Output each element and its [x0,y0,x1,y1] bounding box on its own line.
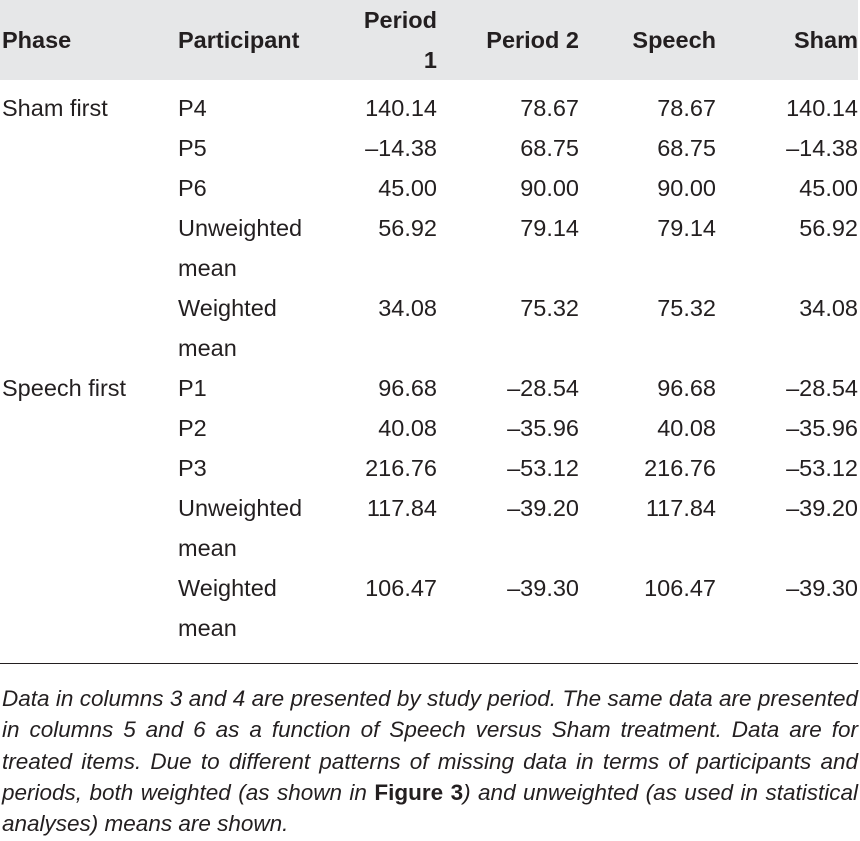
cell-period2: –39.20 [507,495,579,521]
cell-phase [0,608,178,648]
cell-participant: P1 [178,375,207,401]
cell-phase [0,288,178,328]
cell-participant: P3 [178,455,207,481]
cell-speech [579,248,716,288]
cell-sham [716,608,858,648]
header-period2: Period 2 [486,27,579,53]
cell-phase [0,168,178,208]
cell-speech: 78.67 [657,95,716,121]
cell-sham: –39.20 [786,495,858,521]
cell-period1: 40.08 [378,415,437,441]
cell-speech: 117.84 [645,495,716,521]
cell-phase: Sham first [2,95,108,121]
cell-period1 [348,248,437,288]
cell-period1: 106.47 [365,575,437,601]
cell-period2: 79.14 [520,215,579,241]
cell-period1: 34.08 [378,295,437,321]
cell-period1: 140.14 [365,95,437,121]
cell-speech: 96.68 [657,375,716,401]
cell-phase [0,208,178,248]
table-header-row [0,0,858,80]
table-row [0,368,858,408]
cell-participant: mean [178,615,237,641]
cell-phase [0,568,178,608]
table-bottom-rule [0,663,858,664]
cell-period1 [348,328,437,368]
cell-speech: 79.14 [657,215,716,241]
cell-speech: 75.32 [657,295,716,321]
footnote-text-2: ) and unweighted (as used in statistical analyses) means are shown. [2,779,858,837]
cell-period1 [348,608,437,648]
table-row [0,208,858,248]
cell-phase [0,488,178,528]
table-body [0,80,858,648]
cell-period2: 90.00 [520,175,579,201]
cell-period2: –39.30 [507,575,579,601]
table-row [0,288,858,328]
cell-period2: 75.32 [520,295,579,321]
cell-phase [0,408,178,448]
cell-phase [0,248,178,288]
cell-phase: Speech first [2,375,127,401]
cell-participant: Weighted [178,295,277,321]
cell-participant: Unweighted [178,495,303,521]
cell-speech [579,528,716,568]
cell-sham: –14.38 [786,135,858,161]
header-participant: Participant [178,27,300,53]
cell-participant: mean [178,535,237,561]
footnote-text-1: Data in columns 3 and 4 are presented by study period. The same data are presented in columns 5 and 6 as a function of Speech versus Sham treatment. Data are for treated items. Due to different patterns of missing data in terms of participants and periods, both weighted (as shown in [2,686,858,805]
table-row [0,608,858,648]
cell-period1: 216.76 [365,455,437,481]
table-row [0,488,858,528]
cell-period2: –53.12 [507,455,579,481]
cell-period2: –28.54 [507,375,579,401]
cell-speech: 216.76 [644,455,716,481]
table-row [0,448,858,488]
cell-sham [716,528,858,568]
cell-sham: 45.00 [799,175,858,201]
cell-participant: Unweighted [178,215,303,241]
table-footnote [2,683,858,839]
header-sham: Sham [794,27,858,53]
table-row [0,328,858,368]
cell-period2 [437,528,579,568]
table-row [0,408,858,448]
cell-sham: 140.14 [786,95,858,121]
cell-participant: Weighted [178,575,277,601]
cell-period2: 68.75 [520,135,579,161]
cell-period1: 45.00 [378,175,437,201]
table-row [0,528,858,568]
cell-period1: 56.92 [378,215,437,241]
cell-period2: 78.67 [520,95,579,121]
cell-participant: P4 [178,95,207,121]
cell-participant: P2 [178,415,207,441]
cell-period2 [437,328,579,368]
table-row [0,568,858,608]
table-row [0,80,858,128]
header-phase: Phase [2,27,72,53]
cell-speech: 68.75 [657,135,716,161]
cell-speech [579,608,716,648]
cell-participant: P6 [178,175,207,201]
cell-phase [0,448,178,488]
cell-period1: 117.84 [366,495,437,521]
cell-participant: P5 [178,135,207,161]
cell-phase [0,128,178,168]
cell-sham [716,248,858,288]
table-row [0,248,858,288]
table-row [0,168,858,208]
cell-period2 [437,608,579,648]
cell-sham: 34.08 [799,295,858,321]
cell-speech: 106.47 [644,575,716,601]
cell-sham: –53.12 [786,455,858,481]
cell-period1: –14.38 [365,135,437,161]
cell-period2: –35.96 [507,415,579,441]
cell-phase [0,328,178,368]
figure-reference: Figure 3 [374,779,464,805]
cell-phase [0,528,178,568]
cell-sham: 56.92 [799,215,858,241]
cell-speech: 90.00 [657,175,716,201]
cell-sham: –35.96 [786,415,858,441]
cell-sham: –28.54 [786,375,858,401]
table-row [0,128,858,168]
cell-participant: mean [178,335,237,361]
cell-period1: 96.68 [378,375,437,401]
cell-period2 [437,248,579,288]
cell-sham: –39.30 [786,575,858,601]
header-speech: Speech [632,27,716,53]
cell-participant: mean [178,255,237,281]
header-period1: Period 1 [363,7,437,73]
cell-speech [579,328,716,368]
cell-sham [716,328,858,368]
cell-period1 [348,528,437,568]
cell-speech: 40.08 [657,415,716,441]
